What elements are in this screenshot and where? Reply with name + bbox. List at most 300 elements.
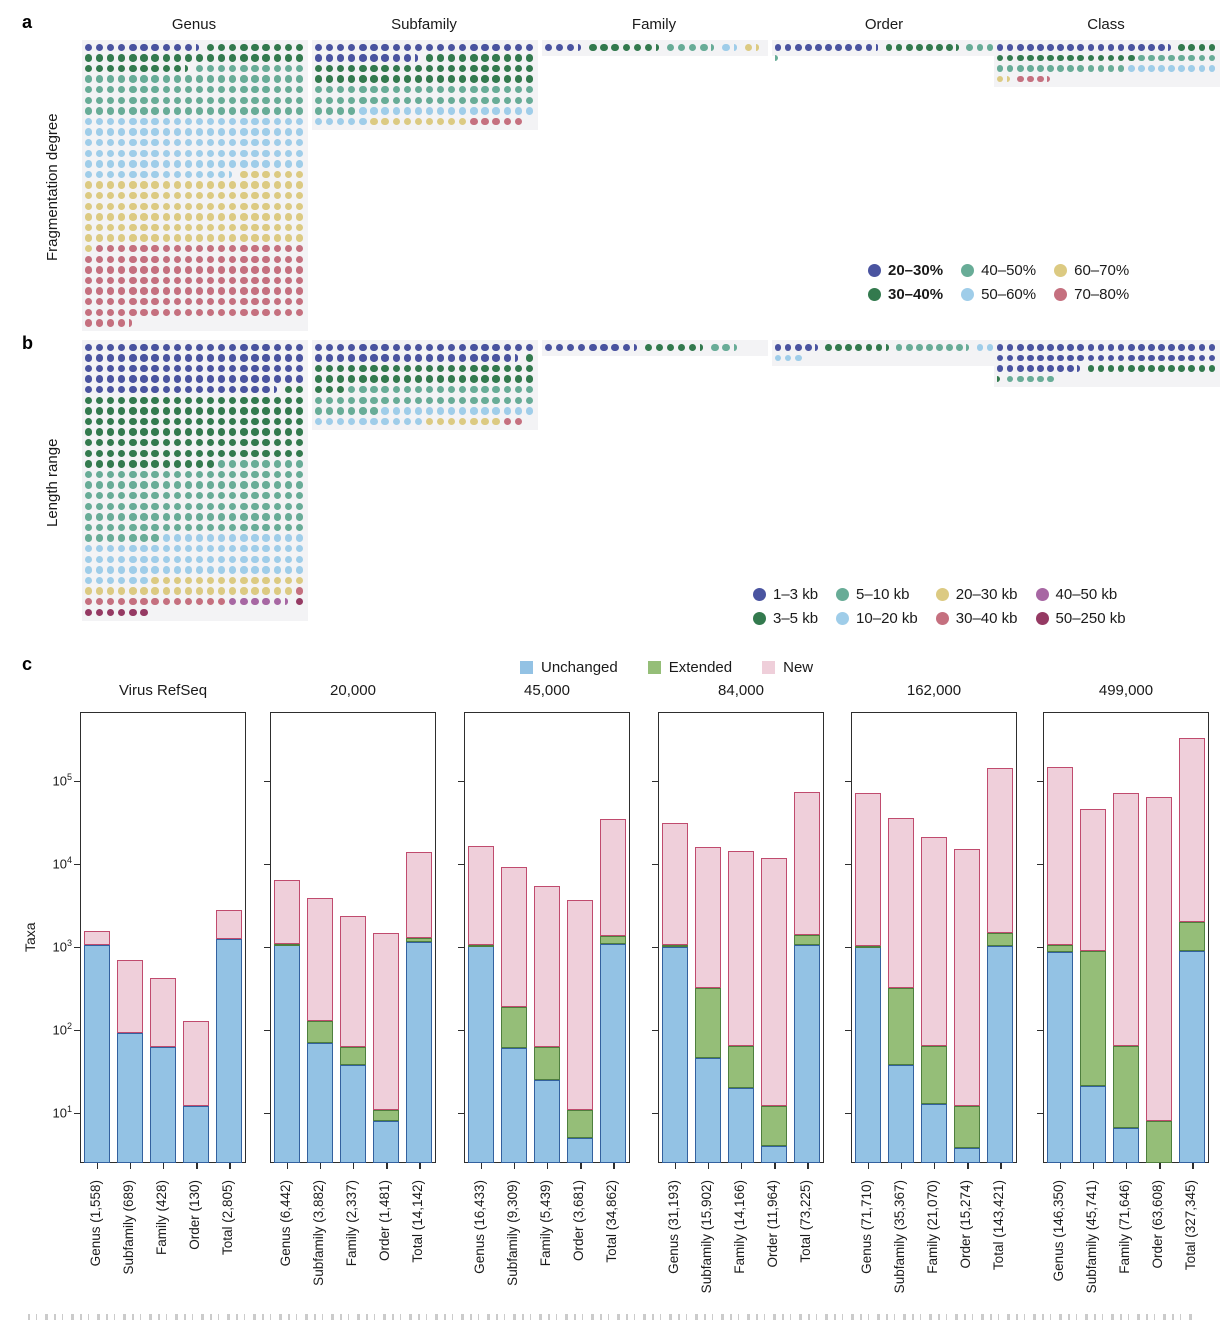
- y-tick: [74, 947, 80, 948]
- x-tick-label: Total (14,142): [410, 1180, 426, 1263]
- waffle-dot: [997, 365, 1004, 372]
- waffle-dot: [515, 54, 522, 61]
- waffle-dot: [262, 460, 269, 467]
- waffle-dot: [285, 577, 292, 584]
- waffle-dot: [589, 44, 596, 51]
- waffle-dot: [404, 75, 411, 82]
- waffle-dot: [185, 460, 192, 467]
- waffle-dot: [285, 256, 292, 263]
- waffle-dot: [240, 534, 247, 541]
- panel-b-ylabel: Length range: [44, 438, 61, 528]
- waffle-dot: [251, 513, 258, 520]
- x-tick: [287, 1163, 288, 1169]
- waffle-dot: [140, 160, 147, 167]
- waffle-dot: [129, 587, 136, 594]
- waffle-dot: [163, 450, 170, 457]
- waffle-dot: [404, 354, 411, 361]
- waffle-dot: [359, 54, 366, 61]
- y-tick-label: $10^2$: [52, 1021, 72, 1038]
- waffle-dot: [129, 471, 136, 478]
- waffle-dot: [151, 503, 158, 510]
- waffle-dot: [240, 577, 247, 584]
- legend-item-unchanged: [520, 659, 618, 676]
- waffle-dot: [151, 128, 158, 135]
- waffle-dot: [96, 566, 103, 573]
- waffle-dot: [140, 513, 147, 520]
- x-tick: [901, 1163, 902, 1169]
- waffle-dot: [185, 513, 192, 520]
- waffle-dot: [296, 556, 303, 563]
- waffle-dot: [1128, 355, 1135, 362]
- waffle-dot: [504, 418, 511, 425]
- waffle-dot: [163, 471, 170, 478]
- x-tick-label: Genus (6,442): [277, 1180, 293, 1267]
- waffle-dot: [163, 428, 170, 435]
- legend-swatch-icon: [648, 661, 661, 674]
- waffle-dot: [151, 407, 158, 414]
- waffle-dot: [107, 54, 114, 61]
- waffle-dot: [977, 44, 984, 51]
- waffle-dot: [1057, 344, 1064, 351]
- legend-swatch-icon: [936, 612, 949, 625]
- waffle-dot: [348, 354, 355, 361]
- waffle-dot: [96, 354, 103, 361]
- waffle-dot: [404, 97, 411, 104]
- waffle-dot: [1209, 344, 1216, 351]
- waffle-dot: [481, 397, 488, 404]
- waffle-dot: [285, 365, 292, 372]
- waffle-dot: [140, 566, 147, 573]
- waffle-dot: [1128, 365, 1135, 372]
- waffle-dot: [1168, 344, 1175, 351]
- x-tick-label: Total (2,805): [220, 1180, 236, 1256]
- waffle-dot: [526, 344, 533, 351]
- waffle-dot: [163, 213, 170, 220]
- waffle-dot: [262, 107, 269, 114]
- waffle-dot: [296, 160, 303, 167]
- waffle-dot: [274, 97, 281, 104]
- waffle-dot: [359, 397, 366, 404]
- waffle-dot: [129, 181, 136, 188]
- waffle-dot: [775, 44, 782, 51]
- waffle-dot: [492, 375, 499, 382]
- waffle-dot: [404, 407, 411, 414]
- waffle-dot: [381, 65, 388, 72]
- waffle-dot: [174, 587, 181, 594]
- waffle-dot: [107, 266, 114, 273]
- waffle-dot: [348, 407, 355, 414]
- waffle-dot: [526, 354, 533, 361]
- y-tick: [458, 781, 464, 782]
- legend-item: [1036, 610, 1126, 627]
- waffle-dot: [240, 566, 247, 573]
- y-tick: [74, 864, 80, 865]
- waffle-dot: [140, 609, 147, 616]
- waffle-dot: [393, 44, 400, 51]
- x-tick: [514, 1163, 515, 1169]
- waffle-dot: [174, 97, 181, 104]
- waffle-dot: [886, 44, 893, 51]
- bar-segment-extended: [501, 1007, 527, 1049]
- bar-segment-extended: [1179, 922, 1205, 951]
- bar-segment-unchanged: [183, 1106, 209, 1163]
- x-tick: [547, 1163, 548, 1169]
- waffle-dot: [251, 213, 258, 220]
- waffle-dot: [151, 213, 158, 220]
- waffle-dot: [393, 397, 400, 404]
- waffle-dot: [174, 54, 181, 61]
- waffle-dot: [1178, 65, 1185, 72]
- waffle-dot: [1037, 76, 1044, 83]
- waffle-dot: [426, 397, 433, 404]
- waffle-dot: [118, 107, 125, 114]
- waffle-dot: [151, 150, 158, 157]
- waffle-dot: [359, 418, 366, 425]
- bar-segment-new: [1113, 793, 1139, 1046]
- y-tick: [264, 1030, 270, 1031]
- bar-segment-extended: [888, 988, 914, 1065]
- waffle-dot: [140, 365, 147, 372]
- waffle-dot: [504, 65, 511, 72]
- waffle-dot: [404, 118, 411, 125]
- y-tick: [652, 1030, 658, 1031]
- waffle-dot: [470, 407, 477, 414]
- waffle-dot: [251, 139, 258, 146]
- waffle-dot: [296, 203, 303, 210]
- waffle-dot: [185, 375, 192, 382]
- x-tick-label: Genus (31,193): [665, 1180, 681, 1274]
- bar-segment-new: [855, 793, 881, 946]
- x-tick: [807, 1163, 808, 1169]
- waffle-dot: [274, 397, 281, 404]
- waffle-dot: [504, 97, 511, 104]
- legend-item: [961, 286, 1036, 303]
- waffle-dot: [240, 54, 247, 61]
- waffle-dot: [107, 213, 114, 220]
- waffle-dot: [645, 344, 652, 351]
- waffle-dot: [262, 234, 269, 241]
- waffle-dot: [262, 428, 269, 435]
- x-tick: [97, 1163, 98, 1169]
- waffle-dot: [151, 450, 158, 457]
- waffle-dot: [207, 513, 214, 520]
- x-tick: [1126, 1163, 1127, 1169]
- waffle-dot: [129, 577, 136, 584]
- waffle-dot: [140, 481, 147, 488]
- x-tick: [353, 1163, 354, 1169]
- waffle-dot: [251, 75, 258, 82]
- waffle-dot: [285, 524, 292, 531]
- bar-segment-new: [794, 792, 820, 935]
- waffle-dot: [285, 54, 292, 61]
- waffle-dot: [296, 128, 303, 135]
- legend-item: [836, 586, 918, 603]
- waffle-dot: [240, 181, 247, 188]
- waffle-dot: [140, 524, 147, 531]
- waffle-dot: [1017, 76, 1024, 83]
- waffle-dot: [381, 397, 388, 404]
- waffle-dot: [129, 309, 136, 316]
- legend-swatch-icon: [1036, 612, 1049, 625]
- waffle-dot: [85, 266, 92, 273]
- bar-segment-new: [406, 852, 432, 938]
- waffle-dot: [151, 418, 158, 425]
- waffle-dot: [370, 397, 377, 404]
- bar-segment-unchanged: [150, 1047, 176, 1163]
- waffle-dot: [1209, 44, 1216, 51]
- bar-segment-extended: [468, 945, 494, 947]
- waffle-dot: [262, 128, 269, 135]
- bar-segment-unchanged: [1080, 1086, 1106, 1163]
- waffle-dot: [1178, 55, 1185, 62]
- waffle-dot: [274, 203, 281, 210]
- waffle-dot: [415, 344, 422, 351]
- waffle-dot: [240, 354, 247, 361]
- y-tick: [264, 1113, 270, 1114]
- waffle-dot: [296, 375, 303, 382]
- waffle-dot: [251, 344, 258, 351]
- waffle-dot: [262, 556, 269, 563]
- waffle-dot: [285, 213, 292, 220]
- waffle-dot: [711, 344, 718, 351]
- waffle-dot: [262, 150, 269, 157]
- waffle-dot: [946, 344, 953, 351]
- waffle-dot: [381, 354, 388, 361]
- waffle-dot: [359, 365, 366, 372]
- waffle-dot: [196, 150, 203, 157]
- waffle-dot: [85, 97, 92, 104]
- waffle-dot: [174, 556, 181, 563]
- waffle-dot: [1088, 65, 1095, 72]
- waffle-dot: [845, 344, 852, 351]
- waffle-dot: [85, 481, 92, 488]
- chart-title: 499,000: [1098, 682, 1154, 699]
- waffle-dot: [393, 118, 400, 125]
- waffle-dot: [129, 192, 136, 199]
- x-tick: [1192, 1163, 1193, 1169]
- bar-segment-new: [600, 819, 626, 936]
- waffle-dot: [174, 203, 181, 210]
- waffle-dot: [515, 418, 522, 425]
- waffle-dot: [174, 524, 181, 531]
- bar-segment-unchanged: [274, 945, 300, 1163]
- waffle-dot: [1047, 65, 1054, 72]
- waffle-dot: [240, 344, 247, 351]
- waffle-dot: [207, 407, 214, 414]
- waffle-dot: [393, 375, 400, 382]
- waffle-dot: [470, 65, 477, 72]
- waffle-dot: [1148, 365, 1155, 372]
- waffle-dot: [140, 107, 147, 114]
- waffle-dot: [251, 97, 258, 104]
- waffle-dot: [1037, 365, 1044, 372]
- waffle-dot: [1067, 365, 1074, 372]
- waffle-dot: [459, 407, 466, 414]
- waffle-dot: [174, 75, 181, 82]
- waffle-dot: [459, 354, 466, 361]
- waffle-dot: [140, 245, 147, 252]
- waffle-dot: [196, 513, 203, 520]
- waffle-dot: [251, 277, 258, 284]
- waffle-dot: [163, 365, 170, 372]
- waffle-dot: [504, 54, 511, 61]
- bar-segment-extended: [695, 988, 721, 1058]
- waffle-dot: [85, 107, 92, 114]
- waffle-dot: [240, 471, 247, 478]
- waffle-dot: [240, 460, 247, 467]
- waffle-dot: [1057, 55, 1064, 62]
- waffle-dot: [85, 128, 92, 135]
- legend-label: 50–60%: [981, 286, 1037, 303]
- waffle-dot: [600, 44, 607, 51]
- waffle-dot: [196, 234, 203, 241]
- waffle-dot: [359, 118, 366, 125]
- cutoff-caption-line: [28, 1314, 1196, 1320]
- bar-segment-new: [695, 847, 721, 988]
- waffle-dot: [140, 97, 147, 104]
- waffle-dot: [118, 319, 125, 326]
- waffle-dot: [1077, 65, 1084, 72]
- waffle-dot: [163, 266, 170, 273]
- waffle-dot: [515, 397, 522, 404]
- waffle-dot: [977, 344, 984, 351]
- waffle-dot: [240, 524, 247, 531]
- waffle-dot: [296, 309, 303, 316]
- waffle-dot: [185, 450, 192, 457]
- waffle-dot: [96, 428, 103, 435]
- legend-label: 3–5 kb: [773, 610, 819, 627]
- waffle-dot: [296, 407, 303, 414]
- waffle-dot: [274, 344, 281, 351]
- waffle-dot: [1178, 344, 1185, 351]
- waffle-dot: [370, 107, 377, 114]
- waffle-dot: [262, 534, 269, 541]
- waffle-dot: [107, 319, 114, 326]
- waffle-dot: [262, 566, 269, 573]
- waffle-dot: [85, 450, 92, 457]
- waffle-dot: [129, 86, 136, 93]
- x-tick-label: Total (73,225): [798, 1180, 814, 1263]
- waffle-dot: [296, 534, 303, 541]
- waffle-dot: [140, 86, 147, 93]
- waffle-dot: [1067, 55, 1074, 62]
- legend-item-new: [762, 659, 813, 676]
- waffle-dot: [196, 75, 203, 82]
- y-tick: [845, 781, 851, 782]
- taxon-header-subfamily: Subfamily: [391, 16, 457, 33]
- waffle-dot: [240, 44, 247, 51]
- waffle-dot: [381, 107, 388, 114]
- waffle-dot: [1047, 344, 1054, 351]
- waffle-dot: [855, 44, 862, 51]
- waffle-dot: [163, 234, 170, 241]
- waffle-dot: [207, 375, 214, 382]
- waffle-dot: [185, 344, 192, 351]
- legend-swatch-icon: [836, 612, 849, 625]
- waffle-dot: [415, 354, 422, 361]
- waffle-dot: [274, 256, 281, 263]
- waffle-dot: [85, 566, 92, 573]
- waffle-dot: [274, 181, 281, 188]
- waffle-dot: [129, 386, 136, 393]
- waffle-dot: [151, 160, 158, 167]
- waffle-dot: [129, 460, 136, 467]
- waffle-dot: [296, 587, 303, 594]
- bar-segment-extended: [855, 946, 881, 948]
- bar-segment-unchanged: [117, 1033, 143, 1163]
- waffle-dot: [393, 65, 400, 72]
- waffle-dot: [262, 309, 269, 316]
- waffle-dot: [1027, 344, 1034, 351]
- waffle-dot: [426, 44, 433, 51]
- waffle-dot: [274, 287, 281, 294]
- waffle-dot: [107, 460, 114, 467]
- waffle-dot: [262, 256, 269, 263]
- waffle-dot: [163, 309, 170, 316]
- waffle-dot: [96, 234, 103, 241]
- waffle-dot: [163, 277, 170, 284]
- waffle-dot: [262, 171, 269, 178]
- bar-segment-unchanged: [728, 1088, 754, 1163]
- waffle-dot: [129, 266, 136, 273]
- waffle-dot: [1067, 44, 1074, 51]
- waffle-dot: [285, 344, 292, 351]
- waffle-dot: [315, 54, 322, 61]
- waffle-dot: [240, 234, 247, 241]
- waffle-dot: [262, 375, 269, 382]
- waffle-dot: [393, 354, 400, 361]
- waffle-dot: [151, 75, 158, 82]
- waffle-dot: [393, 75, 400, 82]
- legend-item: [836, 610, 918, 627]
- waffle-dot: [370, 118, 377, 125]
- waffle-dot: [163, 577, 170, 584]
- y-tick-label: $10^3$: [52, 938, 72, 955]
- waffle-dot: [207, 460, 214, 467]
- waffle-dot: [359, 75, 366, 82]
- waffle-dot: [326, 407, 333, 414]
- waffle-dot: [151, 224, 158, 231]
- waffle-dot: [174, 256, 181, 263]
- bar-segment-unchanged: [534, 1080, 560, 1163]
- waffle-dot: [140, 418, 147, 425]
- waffle-dot: [337, 407, 344, 414]
- waffle-dot: [251, 534, 258, 541]
- x-tick-label: Total (34,862): [604, 1180, 620, 1263]
- waffle-dot: [404, 365, 411, 372]
- x-tick: [386, 1163, 387, 1169]
- waffle-dot: [107, 566, 114, 573]
- waffle-dot-partial: [634, 344, 637, 351]
- y-tick: [74, 1113, 80, 1114]
- waffle-dot: [359, 344, 366, 351]
- waffle-dot: [845, 44, 852, 51]
- waffle-dot: [326, 354, 333, 361]
- waffle-dot: [251, 450, 258, 457]
- waffle-dot: [140, 397, 147, 404]
- waffle-dot: [285, 428, 292, 435]
- waffle-dot: [240, 375, 247, 382]
- bar-chart-legend: [520, 659, 813, 676]
- legend-label: Extended: [668, 659, 733, 676]
- waffle-dot: [492, 75, 499, 82]
- waffle-dot: [118, 160, 125, 167]
- waffle-dot: [404, 65, 411, 72]
- waffle-dot: [185, 534, 192, 541]
- bar-segment-extended: [1146, 1121, 1172, 1163]
- waffle-dot: [163, 287, 170, 294]
- waffle-dot: [240, 118, 247, 125]
